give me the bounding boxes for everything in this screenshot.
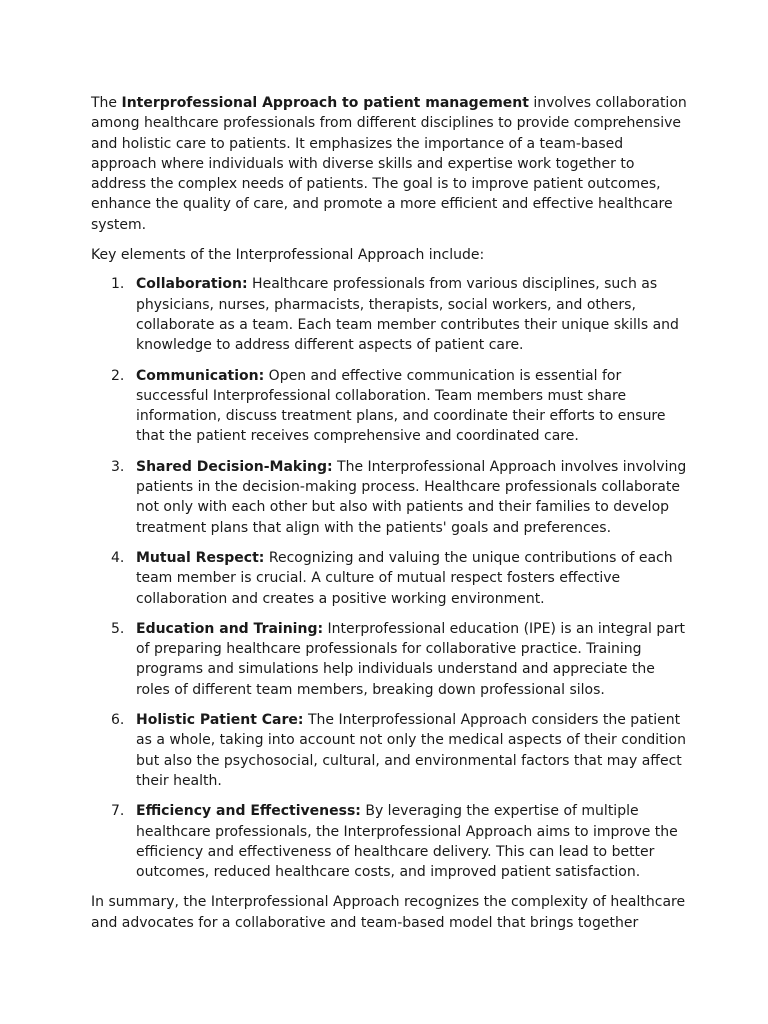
list-item-number: 3. (111, 458, 125, 475)
list-item-number: 6. (111, 712, 125, 729)
list-item (91, 710, 691, 791)
list-item-text: Healthcare professionals from various disciplines, such as physicians, nurses, pharmacists, therapists, social workers, and others, collaborate as a team. Each team member contributes their unique skills and knowledge to address different aspects of patient care. (136, 276, 679, 354)
list-item-number: 1. (111, 276, 125, 293)
list-item-number: 4. (111, 549, 125, 566)
list-item-text: The Interprofessional Approach considers the patient as a whole, taking into account not only the medical aspects of their condition but also the psychosocial, cultural, and environmental factors that may affect their health. (136, 712, 686, 789)
list-item-title: Holistic Patient Care: (136, 712, 304, 729)
list-item-number: 2. (111, 367, 125, 384)
document-body (91, 93, 691, 933)
list-lead-paragraph: Key elements of the Interprofessional Approach include: (91, 246, 485, 263)
intro-lead: The (91, 95, 122, 111)
list-item-title: Shared Decision-Making: (136, 458, 333, 475)
list-item (91, 619, 691, 700)
list-item-text: By leveraging the expertise of multiple healthcare professionals, the Interprofessional Approach aims to improve the efficiency and effectiveness of healthcare delivery. This can lead to better outcomes, reduced healthcare costs, and improved patient satisfaction. (136, 803, 678, 881)
list-item-number: 7. (111, 803, 125, 820)
list-item-title: Collaboration: (136, 276, 248, 293)
list-item-text: Open and effective communication is essential for successful Interprofessional collaboration. Team members must share information, discuss treatment plans, and coordinate their efforts to ensure that the patient receives comprehensive and coordinated care. (136, 367, 666, 445)
list-item-text: Interprofessional education (IPE) is an integral part of preparing healthcare professionals for collaborative practice. Training programs and simulations help individuals understand and appreciate the roles of different team members, breaking down professional silos. (136, 620, 686, 698)
list-item-title: Mutual Respect: (136, 549, 265, 566)
intro-bold-term: Interprofessional Approach to patient management (121, 95, 529, 111)
list-item-title: Communication: (136, 367, 265, 384)
list-item-title: Efficiency and Effectiveness: (136, 803, 361, 820)
list-item-number: 5. (111, 620, 125, 637)
intro-text: involves collaboration among healthcare professionals from different disciplines to provide comprehensive and holistic care to patients. It emphasizes the importance of a team-based approach where individuals with diverse skills and expertise work together to address the complex needs of patients. The goal is to improve patient outcomes, enhance the quality of care, and promote a more efficient and effective healthcare system. (91, 95, 687, 233)
list-item (91, 366, 691, 447)
list-item-text: Recognizing and valuing the unique contributions of each team member is crucial. A culture of mutual respect fosters effective collaboration and creates a positive working environment. (136, 549, 673, 607)
key-elements-list (91, 274, 691, 882)
list-item-text: The Interprofessional Approach involves involving patients in the decision-making process. Healthcare professionals collaborate not only with each other but also with patients and their families to develop treatment plans that align with the patients' goals and preferences. (136, 458, 687, 536)
summary-paragraph: In summary, the Interprofessional Approach recognizes the complexity of healthcare and advocates for a collaborative and team-based model that brings together (91, 894, 686, 931)
intro-paragraph (91, 93, 691, 235)
list-item-title: Education and Training: (136, 620, 324, 637)
list-item (91, 548, 691, 609)
list-item (91, 801, 691, 882)
list-item (91, 457, 691, 538)
list-item (91, 274, 691, 355)
